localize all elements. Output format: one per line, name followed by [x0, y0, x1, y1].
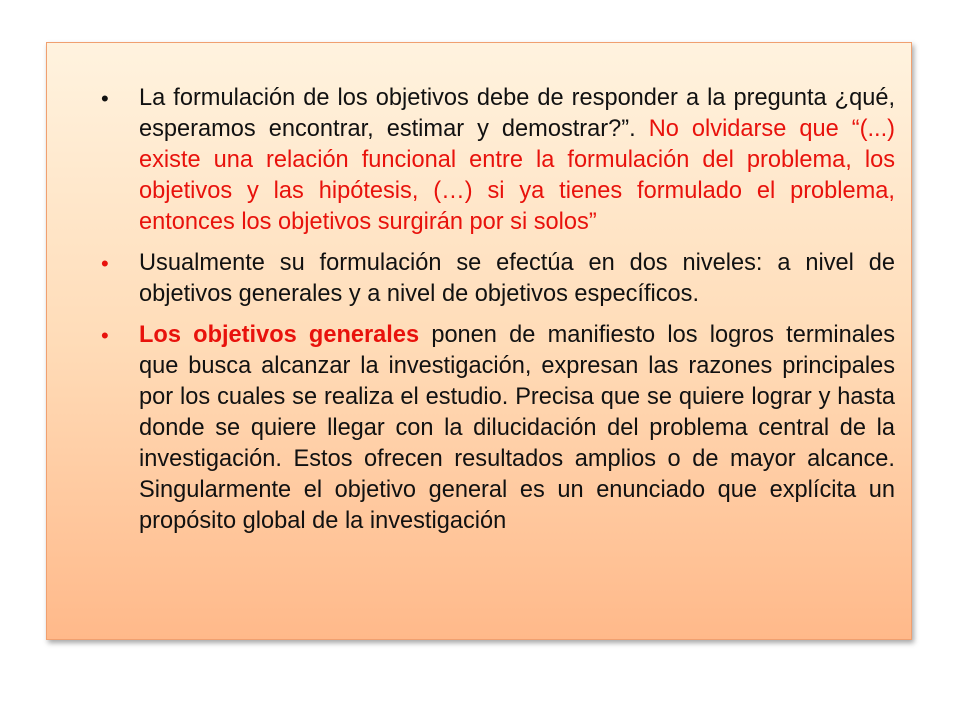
bullet-icon: • — [101, 86, 109, 111]
bullet-icon: • — [101, 251, 109, 276]
bullet-item-3 — [101, 320, 895, 537]
bullet-1-text: La formulación de los objetivos debe de responder a la pregunta ¿qué, esperamos encontrar, estimar y demostrar?”. — [139, 85, 895, 142]
content-panel — [46, 42, 912, 640]
bullet-3-text: ponen de manifiesto los logros terminales que busca alcanzar la investigación, expresan las razones principales por los cuales se realiza el estudio. Precisa que se quiere lograr y hasta donde se quiere llegar con la dilucidación del problema central de la investigación. Estos ofrecen resultados amplios o de mayor alcance. Singularmente el objetivo general es un enunciado que explícita un propósito global de la investigación — [139, 322, 896, 534]
bullet-item-1 — [101, 83, 895, 238]
bullet-item-2 — [101, 248, 895, 310]
bullet-list — [101, 83, 895, 547]
bullet-3-highlight: Los objetivos generales — [139, 322, 420, 348]
bullet-2-text: Usualmente su formulación se efectúa en dos niveles: a nivel de objetivos generales y a nivel de objetivos específicos. — [139, 250, 895, 307]
bullet-icon: • — [101, 323, 109, 348]
bullet-1-quote: No olvidarse que “(...) existe una relación funcional entre la formulación del problema, los objetivos y las hipótesis, (…) si ya tienes formulado el problema, entonces los objetivos surgirán por si solos” — [139, 116, 895, 235]
